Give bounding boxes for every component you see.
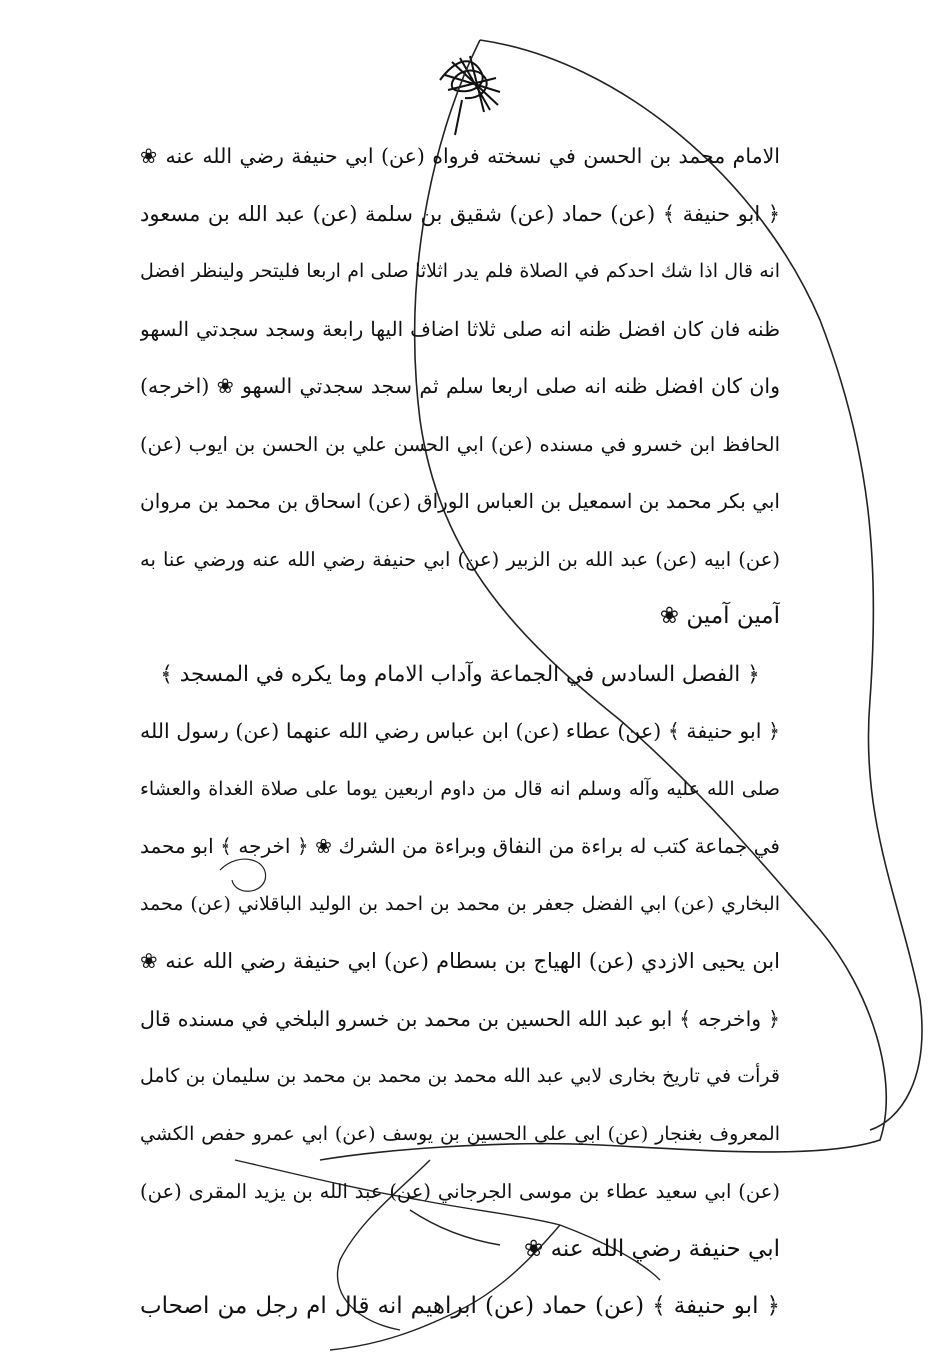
text-line: في جماعة كتب له براءة من النفاق وبراءة من الشرك ❀ ﴿ اخرجه ﴾ ابو محمد bbox=[140, 834, 780, 858]
text-line: انه قال اذا شك احدكم في الصلاة فلم يدر اثلاثا صلى ام اربعا فليتحر ولينظر افضل bbox=[140, 260, 780, 282]
text-line: ﴿ ابو حنيفة ﴾ (عن) حماد (عن) ابراهيم انه قال ام رجل من اصحاب bbox=[140, 1293, 780, 1319]
text-line: الامام محمد بن الحسن في نسخته فرواه (عن) ابي حنيفة رضي الله عنه ❀ bbox=[140, 144, 780, 168]
text-line: الحافظ ابن خسرو في مسنده (عن) ابي الحسن علي بن الحسن بن ايوب (عن) bbox=[140, 432, 780, 456]
text-line: ابي بكر محمد بن اسمعيل بن العباس الوراق (عن) اسحاق بن محمد بن مروان bbox=[140, 489, 780, 513]
text-line: ابي حنيفة رضي الله عنه ❀ bbox=[524, 1235, 780, 1262]
text-line: ظنه فان كان افضل ظنه انه صلى ثلاثا اضاف اليها رابعة وسجد سجدتي السهو bbox=[140, 316, 780, 341]
section-heading: ﴿ الفصل السادس في الجماعة وآداب الامام وما يكره في المسجد ﴾ bbox=[160, 661, 760, 687]
text-line: المعروف بغنجار (عن) ابي علي الحسين بن يوسف (عن) ابي عمرو حفص الكشي bbox=[140, 1122, 780, 1145]
manuscript-text bbox=[140, 128, 780, 1336]
text-line: (عن) ابي سعيد عطاء بن موسى الجرجاني (عن) عبد الله بن يزيد المقرى (عن) bbox=[140, 1180, 780, 1203]
text-line: وان كان افضل ظنه انه صلى اربعا سلم ثم سجد سجدتي السهو ❀ (اخرجه) bbox=[140, 374, 780, 398]
text-line: آمين آمين ❀ bbox=[659, 603, 780, 629]
text-line: (عن) ابيه (عن) عبد الله بن الزبير (عن) ابي حنيفة رضي الله عنه ورضي عنا به bbox=[140, 547, 780, 571]
text-line: ﴿ واخرجه ﴾ ابو عبد الله الحسين بن محمد بن خسرو البلخي في مسنده قال bbox=[140, 1006, 780, 1031]
text-line: قرأت في تاريخ بخارى لابي عبد الله محمد بن محمد بن محمد بن سليمان بن كامل bbox=[140, 1065, 780, 1087]
text-line: ﴿ ابو حنيفة ﴾ (عن) حماد (عن) شقيق بن سلمة (عن) عبد الله بن مسعود bbox=[140, 201, 780, 226]
text-line: ابن يحيى الازدي (عن) الهياج بن بسطام (عن) ابي حنيفة رضي الله عنه ❀ bbox=[140, 949, 780, 973]
text-line: ﴿ ابو حنيفة ﴾ (عن) عطاء (عن) ابن عباس رضي الله عنهما (عن) رسول الله bbox=[140, 719, 780, 743]
text-line: صلى الله عليه وآله وسلم انه قال من داوم اربعين يوما على صلاة الغداة والعشاء bbox=[140, 777, 780, 800]
text-line: البخاري (عن) ابي الفضل جعفر بن محمد بن احمد بن الوليد الباقلاني (عن) محمد bbox=[140, 892, 780, 915]
top-scribble bbox=[440, 56, 500, 135]
